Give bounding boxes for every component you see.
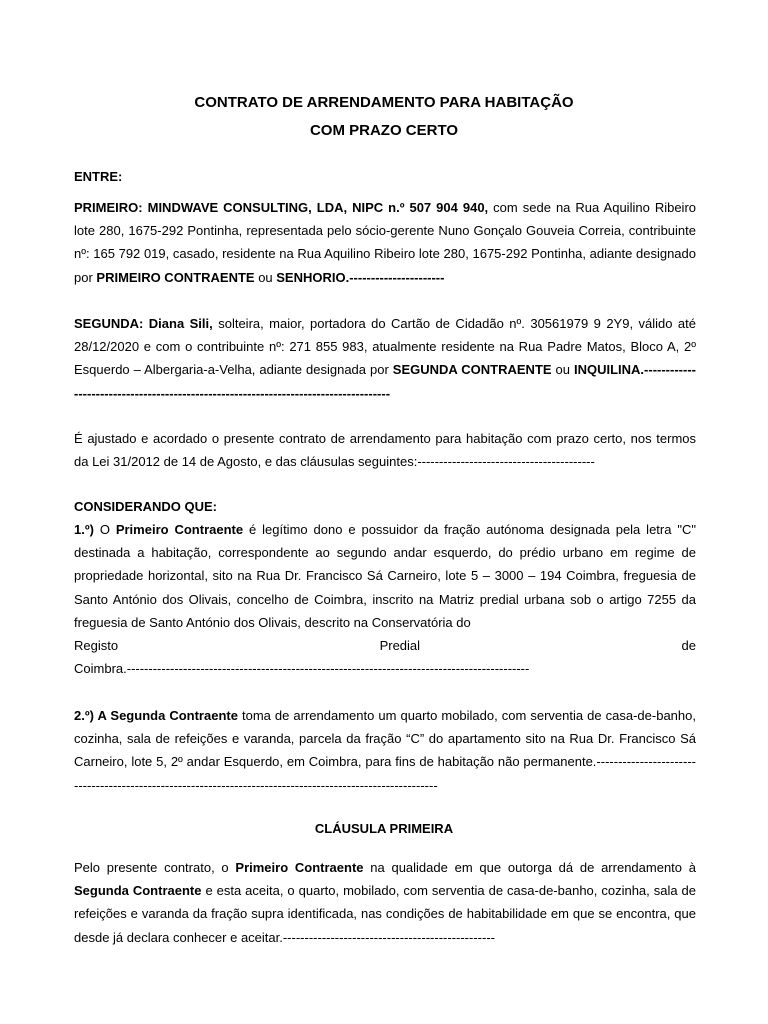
segunda-text-a: solteira, maior, portadora do Cartão de Cidadão nº. 30561979 9 2Y9, válido até 28/12/2020 e com o contribuinte nº: 271 855 983, atualmente residente na Rua Padre Matos, Bloco A, 2º Esquerdo – Albergaria-a-Velha, adiante designada por [74, 316, 696, 378]
item-2-number: 2.º) A Segunda Contraente [74, 708, 238, 723]
clausula-bold-a: Primeiro Contraente [235, 860, 364, 875]
segunda-paragraph [74, 312, 696, 405]
ajustado-paragraph [74, 427, 696, 473]
primeiro-text-a: com sede na Rua Aquilino Ribeiro lote 280, 1675-292 Pontinha, representada pelo sócio-gerente Nuno Gonçalo Gouveia Correia, contribuinte nº: 165 792 019, casado, residente na Rua Aquilino Ribeiro lote 280, 1675-292 Pontinha, adiante designado por [74, 200, 696, 285]
primeiro-text-b: ou [254, 269, 277, 285]
item-1-last-line: Coimbra.--------------------------------------------------------------------------------------------- [74, 661, 530, 677]
item-1-registo-line [74, 634, 696, 657]
clausula-primeira-paragraph [74, 856, 696, 949]
primeiro-bold-a: PRIMEIRO CONTRAENTE [96, 269, 255, 285]
item-2-paragraph [74, 704, 696, 797]
de-word: de [681, 638, 696, 654]
entre-heading: ENTRE: [74, 169, 123, 184]
primeiro-bold-b: SENHORIO.---------------------- [276, 269, 445, 285]
predial-word: Predial [379, 638, 421, 654]
segunda-bold-b: INQUILINA.------------------------------------------------------------------------------------- [74, 362, 696, 401]
document-title-line-2: COM PRAZO CERTO [309, 122, 459, 139]
clausula-text-c: e esta aceita, o quarto, mobilado, com serventia de casa-de-banho, cozinha, sala de refeições e varanda da fração supra identificada, nas condições de habitabilidade em que se encontra, que desde já declara conhecer e aceitar.------------------------------------------------- [74, 883, 697, 945]
segunda-text-b: ou [551, 362, 574, 378]
ajustado-text: É ajustado e acordado o presente contrato de arrendamento para habitação com prazo certo, nos termos da Lei 31/2012 de 14 de Agosto, e das cláusulas seguintes:----------------------------------------- [74, 431, 696, 470]
document-title-line-1: CONTRATO DE ARRENDAMENTO PARA HABITAÇÃO [194, 94, 574, 111]
item-1-text-a: O [93, 522, 116, 537]
clausula-text-b: na qualidade em que outorga dá de arrendamento à [363, 860, 696, 875]
clausula-text-a: Pelo presente contrato, o [74, 860, 236, 875]
registo-word: Registo [74, 638, 119, 654]
segunda-label: SEGUNDA: Diana Sili, [74, 316, 213, 331]
item-1-text-b: é legítimo dono e possuidor da fração autónoma designada pela letra "C" destinada a habitação, correspondente ao segundo andar esquerdo, do prédio urbano em regime de propriedade horizontal, sito na Rua Dr. Francisco Sá Carneiro, lote 5 – 3000 – 194 Coimbra, freguesia de Santo António dos Olivais, concelho de Coimbra, inscrito na Matriz predial urbana sob o artigo 7255 da freguesia de Santo António dos Olivais, descrito na Conservatória do [74, 522, 696, 630]
clausula-bold-b: Segunda Contraente [74, 883, 202, 899]
primeiro-paragraph [74, 196, 696, 289]
item-1-number: 1.º) [74, 522, 94, 537]
item-1-bold-a: Primeiro Contraente [115, 522, 244, 537]
primeiro-label: PRIMEIRO: MINDWAVE CONSULTING, LDA, NIPC n.º 507 904 940, [74, 200, 489, 215]
segunda-bold-a: SEGUNDA CONTRAENTE [392, 362, 552, 378]
clausula-primeira-heading: CLÁUSULA PRIMEIRA [314, 821, 454, 836]
considerando-heading: CONSIDERANDO QUE: [74, 499, 218, 514]
item-2-text: toma de arrendamento um quarto mobilado, com serventia de casa-de-banho, cozinha, sala de refeições e varanda, parcela da fração “C” do apartamento sito na Rua Dr. Francisco Sá Carneiro, lote 5, 2º andar Esquerdo, em Coimbra, para fins de habitação não permanente.----------------------------------------------------------------------------------------------------------- [74, 708, 696, 793]
item-1-paragraph [74, 518, 696, 680]
